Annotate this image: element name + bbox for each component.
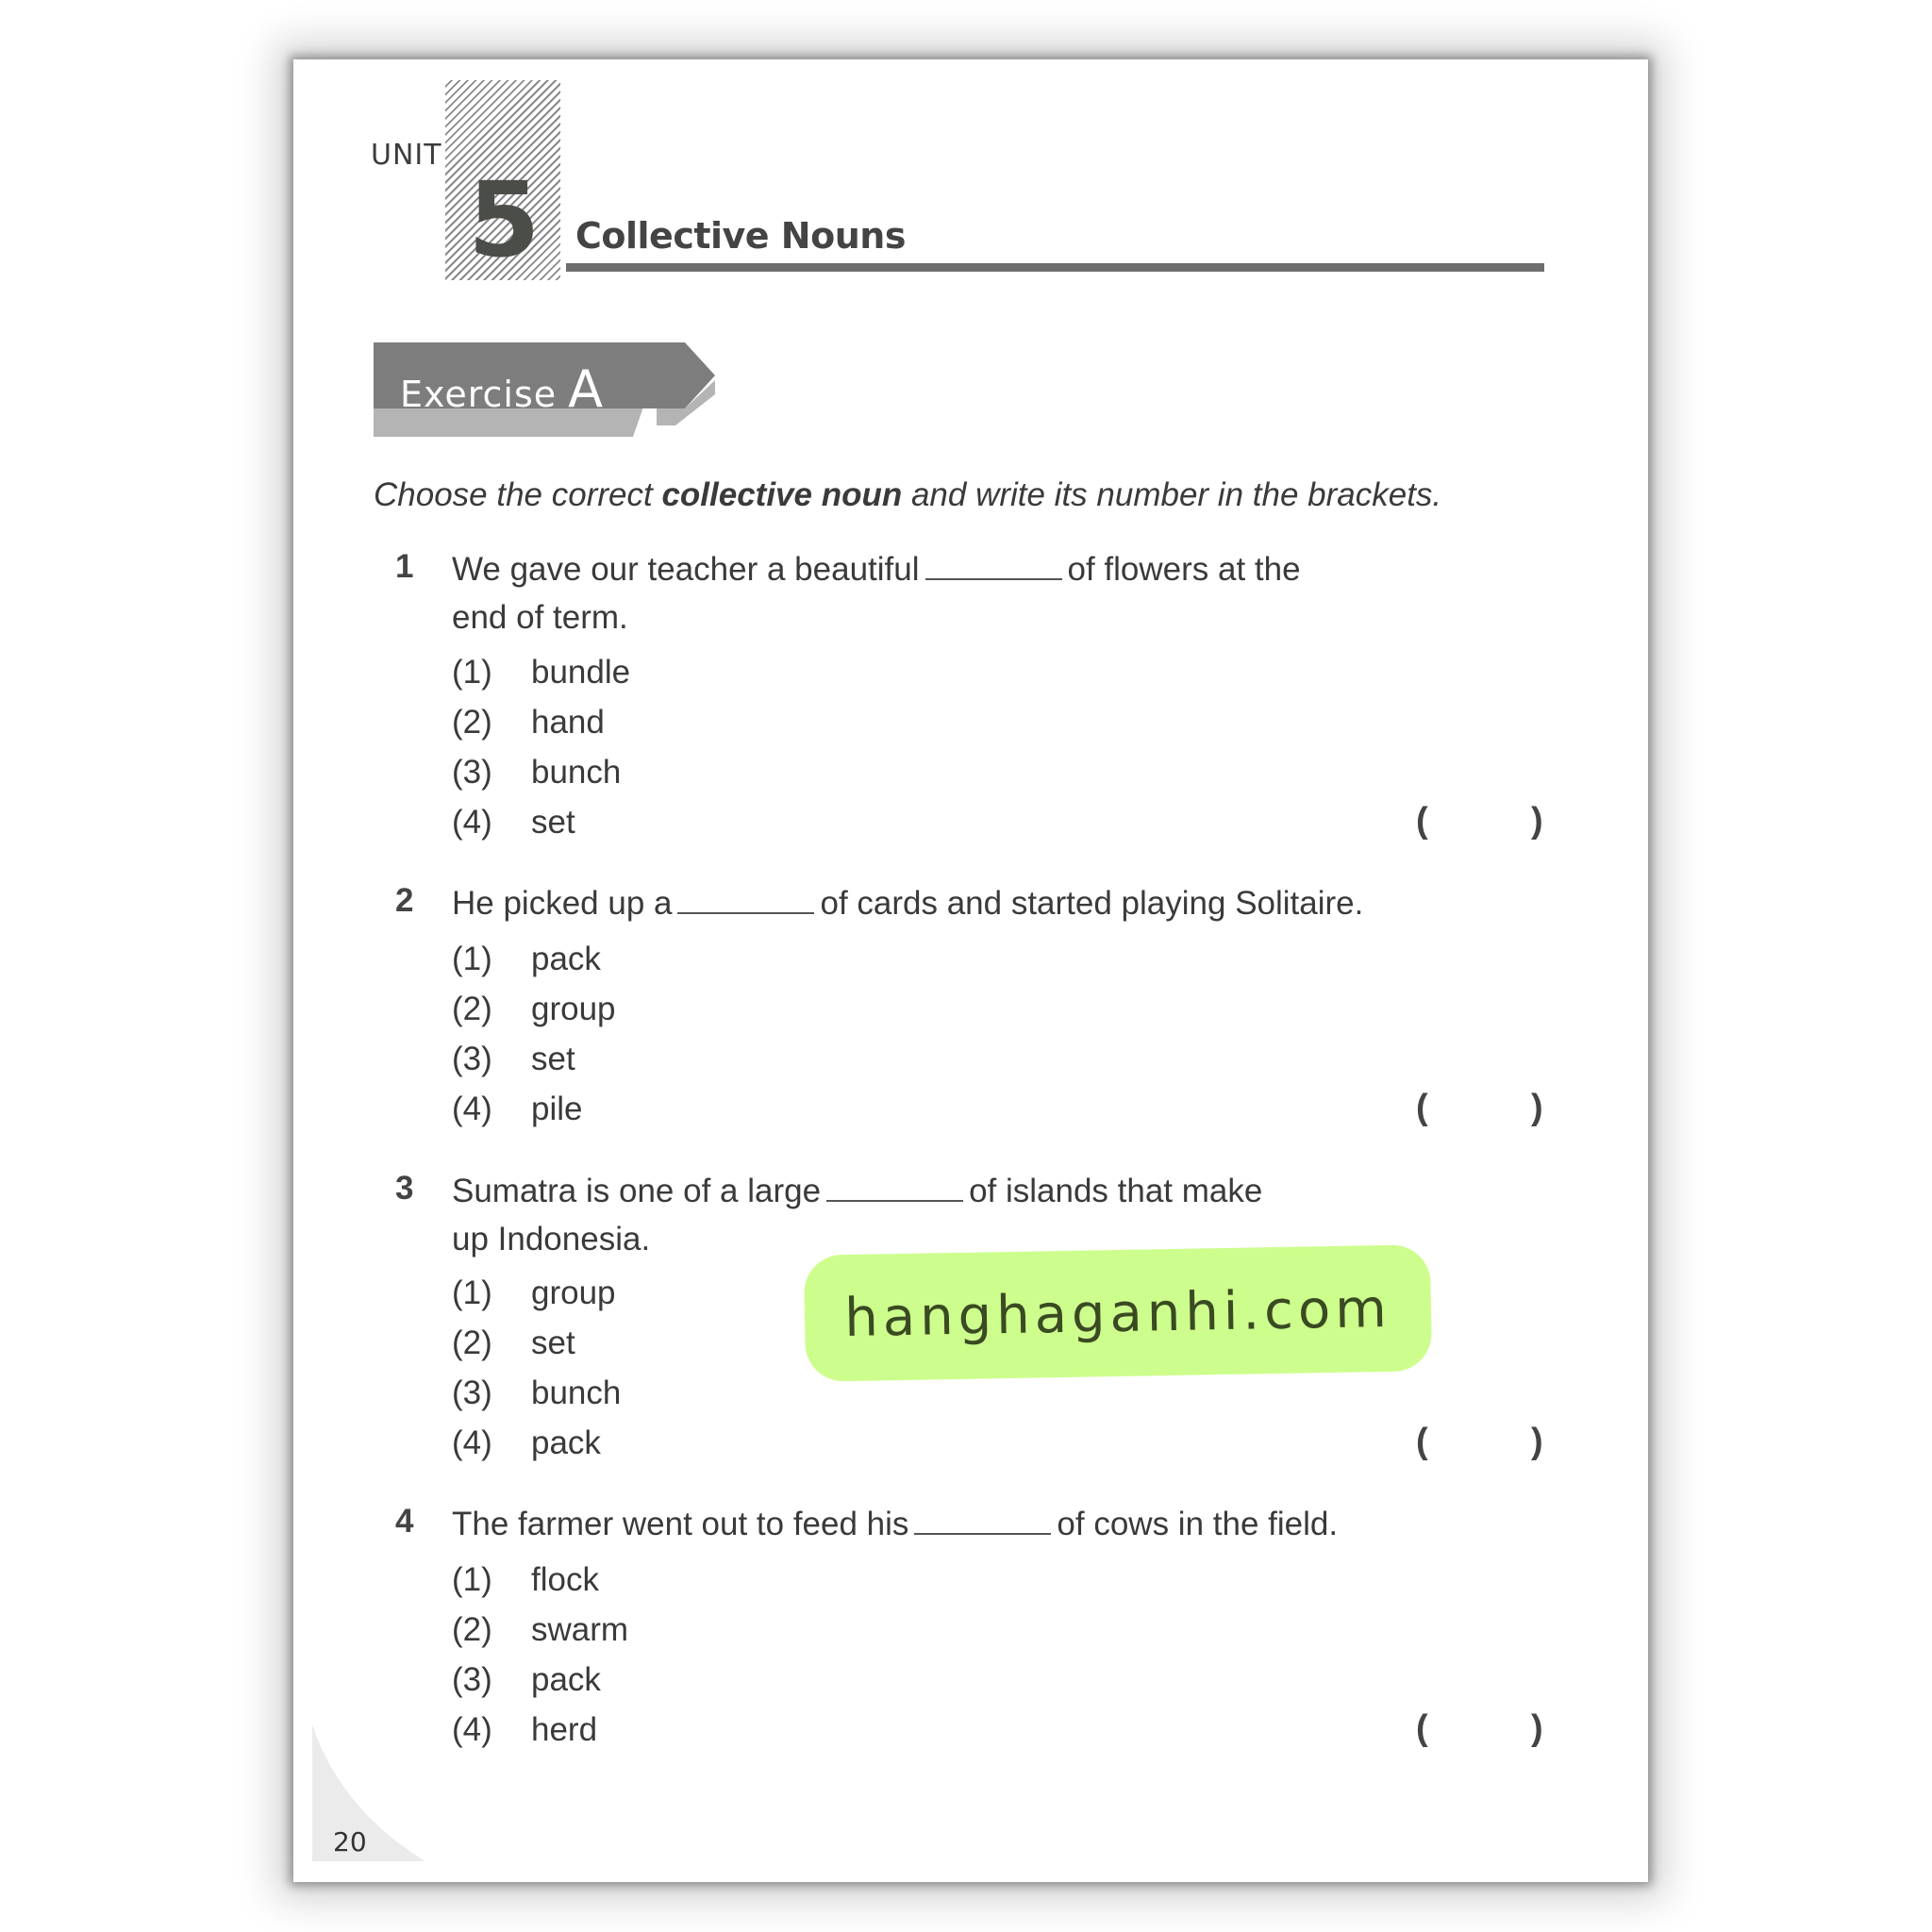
answer-blank [677,890,814,914]
question-text-before: He picked up a [452,885,673,922]
option-number: (1) [452,941,492,977]
option-item [452,1041,575,1078]
option-item [452,1661,601,1699]
option-item [452,1561,599,1599]
question-text [452,545,1405,641]
answer-blank [925,556,1062,580]
option-item [452,1424,601,1462]
option-label: pile [531,1091,583,1127]
option-item [452,1711,597,1749]
option-label: bunch [531,754,622,791]
exercise-label: Exercise [400,374,558,415]
question-text-before: We gave our teacher a beautiful [452,551,920,588]
answer-bracket-open: ( [1416,1422,1428,1461]
option-label: pack [531,941,601,977]
question-text-before: Sumatra is one of a large [452,1173,822,1209]
option-item [452,1091,582,1128]
question-text-after: of cows in the field. [1057,1506,1339,1542]
option-label: bundle [531,654,631,691]
option-number: (4) [452,1424,492,1461]
instruction-part: and write its number in the brackets. [902,476,1442,513]
exercise-letter: A [568,359,605,419]
option-label: bunch [531,1374,622,1411]
answer-bracket-open: ( [1416,801,1428,841]
option-item [452,1324,575,1362]
option-item [452,991,616,1028]
option-label: set [531,1041,575,1077]
option-item [452,804,575,841]
question-text-after: of islands that make [969,1173,1263,1209]
question-number: 4 [395,1503,414,1540]
answer-bracket-close: ) [1531,801,1543,841]
option-item [452,1611,628,1649]
option-label: group [531,1274,616,1311]
option-number: (3) [452,1041,492,1077]
option-label: herd [531,1711,598,1748]
instruction-emphasis: collective noun [661,476,903,513]
option-label: hand [531,704,605,741]
option-number: (3) [452,1374,492,1411]
option-number: (4) [452,1091,492,1127]
instruction-text [374,476,1441,514]
title-underline-rule [566,263,1544,272]
option-item [452,941,601,978]
option-number: (2) [452,991,492,1027]
option-label: pack [531,1424,601,1461]
answer-bracket-close: ) [1531,1422,1543,1461]
option-label: flock [531,1561,599,1598]
page-corner-decoration [312,1724,425,1861]
option-label: set [531,804,575,841]
question-text-after: of cards and started playing Solitaire. [820,885,1364,922]
option-number: (3) [452,1661,492,1698]
question-number: 2 [395,882,414,919]
question-text-line2: up Indonesia. [452,1221,651,1257]
option-label: swarm [531,1611,629,1648]
page-number: 20 [333,1826,367,1857]
option-number: (2) [452,704,492,741]
answer-blank [826,1177,963,1202]
answer-bracket-close: ) [1531,1088,1543,1127]
question-text-after: of flowers at the [1067,551,1301,588]
option-number: (1) [452,1561,492,1598]
option-label: set [531,1324,575,1361]
instruction-part: Choose the correct [374,476,662,513]
option-number: (2) [452,1611,492,1648]
option-item [452,654,630,691]
question-text [452,879,1405,927]
option-number: (3) [452,754,492,791]
option-number: (2) [452,1324,492,1361]
option-number: (4) [452,1711,492,1748]
option-item [452,754,621,791]
option-label: pack [531,1661,601,1698]
question-text-line2: end of term. [452,599,628,636]
answer-blank [914,1510,1051,1535]
option-label: group [531,991,616,1027]
page-title: Collective Nouns [575,215,906,257]
watermark-text: hanghaganhi.com [843,1277,1392,1349]
question-number: 3 [395,1170,414,1207]
answer-bracket-open: ( [1416,1708,1428,1748]
option-item [452,1374,621,1412]
exercise-heading [400,359,604,419]
answer-bracket-close: ) [1531,1708,1543,1748]
option-number: (1) [452,1274,492,1311]
watermark-badge [804,1244,1432,1382]
option-number: (4) [452,804,492,841]
unit-label: UNIT [371,139,442,172]
question-text [452,1500,1405,1548]
option-number: (1) [452,654,492,691]
question-text-before: The farmer went out to feed his [452,1506,909,1542]
option-item [452,704,605,741]
option-item [452,1274,616,1312]
workbook-page [293,59,1648,1882]
question-number: 1 [395,548,414,585]
unit-number: 5 [468,159,537,280]
answer-bracket-open: ( [1416,1088,1428,1127]
